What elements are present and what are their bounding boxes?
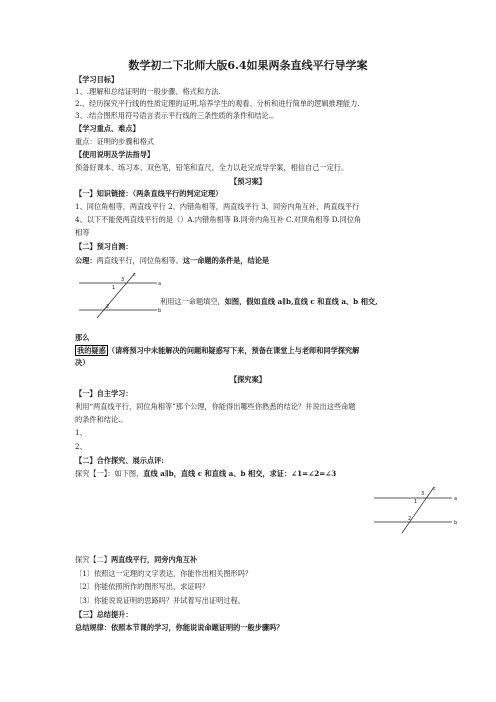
exploration-2-prefix: 探究【二】 bbox=[75, 555, 111, 564]
self-study-heading: 【一】自主学习： bbox=[75, 389, 133, 398]
knowledge-link-line: 相等 bbox=[75, 228, 90, 237]
preview-heading: 【预习案】 bbox=[230, 177, 266, 186]
exploration-2-statement: 两直线平行，同旁内角互补 bbox=[110, 555, 198, 564]
usage-heading: 【使用说明及学法指导】 bbox=[75, 150, 155, 159]
cooperation-heading: 【二】合作探究、展示点评: bbox=[75, 456, 164, 465]
label-a: a bbox=[158, 281, 162, 287]
then-label: 那么 bbox=[75, 333, 90, 342]
label-c: c bbox=[433, 486, 436, 492]
doubt-line bbox=[75, 346, 359, 356]
knowledge-link-line: 1、同位角相等，两直线平行 2、内错角相等，两直线平行 3、同旁内角互补，两直线平行 bbox=[75, 202, 360, 211]
label-angle-1: 1 bbox=[414, 499, 418, 505]
label-b: b bbox=[158, 308, 162, 314]
label-a: a bbox=[454, 496, 458, 502]
page-title: 数学初二下北师大版6.4如果两条直线平行导学案 bbox=[128, 59, 368, 72]
axiom-line bbox=[75, 256, 269, 266]
key-points-heading: 【学习重点、难点】 bbox=[75, 124, 140, 133]
question-2: 〔2〕你能依照所作的图形写出、求证吗？ bbox=[75, 582, 209, 591]
summary-text: 总结规律：依照本节课的学习，你能说说命题证明的一般步骤吗？ bbox=[75, 623, 284, 632]
axiom-prefix: 公理： bbox=[75, 256, 97, 265]
knowledge-link-heading: 【一】知识链接：（两条直线平行的判定定理） bbox=[75, 189, 223, 198]
exploration-1-prefix: 探究【一】：如下图， bbox=[75, 469, 144, 478]
exploration-1-statement: 直线 a∥b，直线 c 和直线 a、b 相交，求证：∠1=∠2=∠3 bbox=[143, 469, 337, 478]
knowledge-link-line: 4、以下不能使两直线平行的是（）A.内错角相等 B.同旁内角互补 C.对顶角相等 D.同位角 bbox=[75, 215, 362, 224]
doubt-label: 我的疑惑 bbox=[77, 346, 106, 355]
exploration-1 bbox=[75, 469, 336, 479]
fill-in-line bbox=[160, 297, 378, 307]
usage-text: 预备好课本、练习本、双色笔，铅笔和直尺，全力以赴完成导学案，相信自己一定行。 bbox=[75, 163, 349, 172]
fill-condition: 如图，假如直线 a∥b,直线 c 和直线 a、b 相交, bbox=[224, 297, 378, 306]
key-points-text: 重点：证明的步骤和格式 bbox=[75, 137, 155, 146]
question-3: 〔3〕你能说说证明的思路吗？并试着写出证明过程。 bbox=[75, 596, 245, 605]
explore-heading: 【探究案】 bbox=[230, 375, 266, 384]
label-angle-3: 3 bbox=[421, 491, 425, 497]
answer-blank-2: 2、 bbox=[75, 442, 87, 451]
doubt-text: （请将预习中未能解决的问题和疑惑写下来，预备在课堂上与老师和同学探究解 bbox=[107, 346, 360, 355]
fill-prefix: 利用这一命题填空， bbox=[160, 297, 225, 306]
self-study-text: 的条件和结论.。 bbox=[75, 415, 128, 424]
objective-item: 2.、经历探究平行线的性质定理的证明,培养学生的观看、分析和进行简单的逻辑推理能力. bbox=[75, 99, 360, 108]
answer-blank-1: 1、 bbox=[75, 428, 87, 437]
self-study-text: 利用“两直线平行，同位角相等”那个公理，你能得出哪些你熟悉的结论？并说出这些命题 bbox=[75, 402, 356, 411]
question-1: 〔1〕依照这一定理的文字表达，你能作出相关图形吗？ bbox=[75, 569, 253, 578]
label-angle-3: 3 bbox=[121, 277, 125, 283]
summary-heading: 【三】总结提升： bbox=[75, 610, 133, 619]
self-test-heading: 【二】预习自测： bbox=[75, 242, 133, 251]
label-angle-1: 1 bbox=[112, 285, 116, 291]
objectives-heading: 【学习目标】 bbox=[75, 75, 119, 84]
label-c: c bbox=[133, 272, 136, 278]
objective-item: 1、.理解和总结证明的一般步骤、格式和方法. bbox=[75, 87, 221, 96]
axiom-question: 这一命题的条件是，结论是 bbox=[182, 256, 270, 265]
label-angle-2: 2 bbox=[106, 304, 110, 310]
label-b: b bbox=[454, 520, 458, 526]
exploration-2 bbox=[75, 555, 197, 565]
parallel-lines-figure-1 bbox=[77, 270, 162, 320]
objective-item: 3、.结合图形用符号语言表示平行线的三条性质的条件和结论.。 bbox=[75, 111, 279, 120]
parallel-lines-figure-2 bbox=[372, 485, 460, 535]
doubt-text-cont: 决） bbox=[75, 358, 90, 367]
label-angle-2: 2 bbox=[408, 516, 412, 522]
axiom-text: 两直线平行，同位角相等。 bbox=[96, 256, 183, 265]
